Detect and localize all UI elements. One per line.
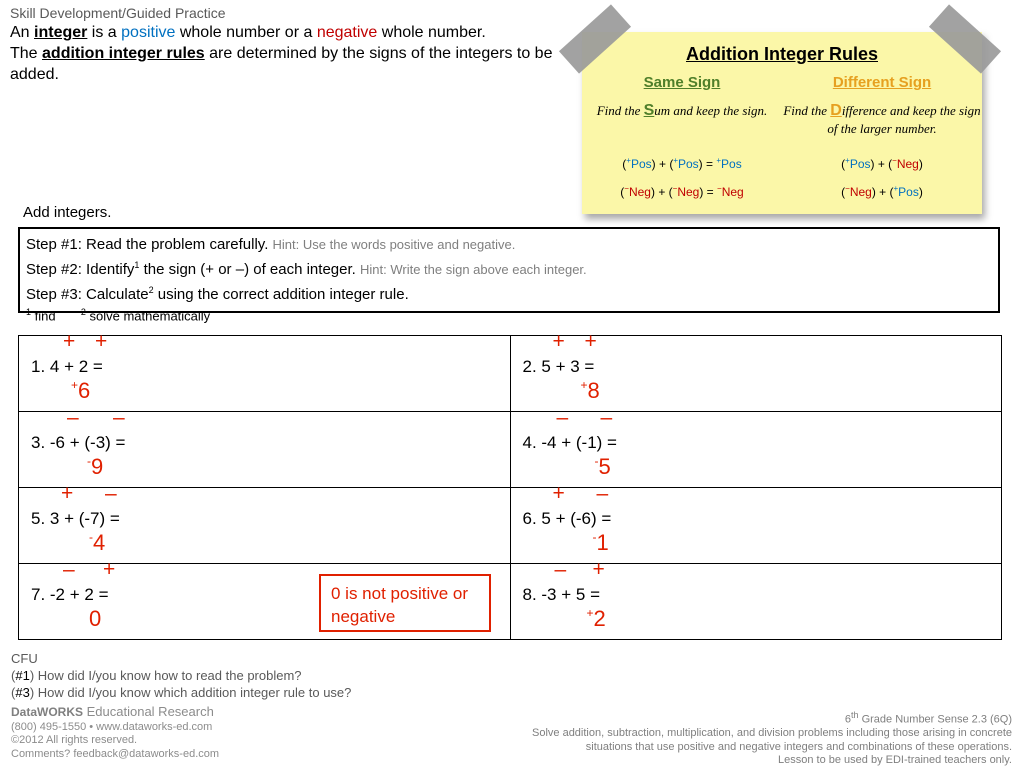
sign-mark: +	[592, 558, 605, 581]
sign-superscript: +	[626, 156, 631, 165]
answer-value: 6	[78, 378, 91, 403]
problem-text: 7. -2 + 2 =	[31, 585, 109, 604]
term-positive: positive	[121, 24, 176, 41]
cfu-question-1: (#1) How did I/you know how to read the problem?	[11, 668, 302, 683]
sign-mark: +	[103, 558, 116, 581]
expr-operator: ) =	[698, 157, 717, 171]
answer	[89, 606, 101, 632]
answer	[593, 530, 609, 556]
answer-sign: -	[592, 530, 597, 544]
sign-superscript: +	[893, 184, 899, 193]
problem-cell	[510, 330, 1002, 412]
problem-text: 1. 4 + 2 =	[31, 357, 103, 376]
footnote-text: find	[31, 308, 56, 324]
answer-value: 1	[596, 530, 609, 555]
step-text: Step #2: Identify	[26, 261, 135, 278]
intro-text-part: is a	[87, 24, 122, 41]
publisher-phone: (800) 495-1550 • www.dataworks-ed.com	[11, 720, 213, 733]
zero-callout: 0 is not positive or negative	[319, 574, 491, 632]
sign-superscript: −	[845, 184, 850, 193]
answer-value: 4	[93, 530, 106, 555]
grade-suffix: th	[851, 710, 859, 720]
cfu-label: CFU	[11, 651, 38, 666]
note-paper	[582, 32, 982, 214]
footnote-ref: 1	[134, 260, 140, 270]
positive-word: Pos	[898, 185, 919, 199]
answer	[595, 454, 611, 480]
expr-operator: (	[620, 185, 625, 199]
answer-value: 5	[598, 454, 611, 479]
term-negative: negative	[316, 24, 378, 41]
negative-word: Neg	[896, 157, 919, 171]
answer	[71, 378, 90, 404]
problem-text: 3. -6 + (-3) =	[31, 433, 126, 452]
sign-superscript: +	[716, 156, 722, 165]
answer-sign: -	[87, 454, 91, 468]
intro-text-part: The	[10, 45, 43, 62]
same-sign-example-negative	[582, 184, 782, 199]
rules-sticky-note	[560, 10, 1020, 225]
term-addition-integer-rules: addition integer rules	[42, 45, 205, 62]
expr-operator: )	[918, 185, 923, 199]
sign-mark: +	[95, 330, 108, 353]
step-2	[26, 255, 992, 280]
positive-word: Pos	[630, 157, 652, 171]
positive-word: Pos	[849, 157, 871, 171]
cfu-question-3: (#3) How did I/you know which addition integer rule to use?	[11, 685, 352, 700]
problem-cell	[19, 406, 511, 488]
answer-sign: -	[89, 530, 93, 544]
positive-word: Pos	[721, 157, 742, 171]
desc-text: ifference and keep the sign of the larger number.	[827, 103, 981, 136]
same-sign-description	[582, 102, 782, 120]
desc-text: um and keep the sign.	[654, 103, 768, 118]
answer-sign: +	[71, 378, 79, 392]
standard-line: situations that use positive and negative integers and combinations of these operations.	[585, 740, 1012, 753]
note-title: Addition Integer Rules	[685, 44, 878, 64]
sign-superscript: +	[673, 156, 678, 165]
cfu-number: #3	[15, 685, 30, 700]
problems-table	[18, 330, 1002, 640]
different-sign-example-1	[782, 156, 982, 171]
expr-operator: (	[622, 157, 627, 171]
sign-mark: –	[554, 558, 567, 581]
sign-superscript: −	[672, 184, 678, 193]
footnote-ref: 2	[148, 285, 154, 295]
sign-superscript: +	[845, 156, 850, 165]
same-sign-example-positive	[582, 156, 782, 171]
sign-mark: –	[105, 482, 117, 505]
cfu-text: ) How did I/you know how to read the problem?	[29, 668, 302, 683]
answer	[87, 454, 103, 480]
same-sign-heading: Same Sign	[643, 74, 721, 91]
publisher-brand	[11, 705, 219, 721]
problem-cell	[510, 558, 1002, 640]
different-sign-description	[782, 102, 982, 138]
positive-word: Pos	[677, 157, 699, 171]
steps-box	[18, 227, 1000, 324]
negative-word: Neg	[849, 185, 872, 199]
answer-sign: +	[586, 606, 594, 620]
standard-footer	[532, 709, 1012, 768]
skill-title: Skill Development/Guided Practice	[10, 5, 226, 21]
intro-text-part: whole number.	[377, 24, 486, 41]
expr-operator: ) + (	[871, 185, 894, 199]
sign-mark: –	[596, 482, 609, 505]
footnotes	[26, 305, 992, 323]
answer-value: 2	[593, 606, 606, 631]
brand-subtitle: Educational Research	[83, 704, 214, 719]
answer-sign: +	[580, 378, 588, 392]
problem-cell	[19, 482, 511, 564]
add-integers-label: Add integers.	[23, 204, 112, 221]
step-text: the sign (+ or –) of each integer.	[139, 261, 356, 278]
desc-letter-d: D	[830, 102, 842, 119]
sign-superscript: −	[717, 184, 722, 193]
intro-text	[10, 22, 555, 85]
problem-cell	[19, 558, 511, 640]
cfu-text: ) How did I/you know which addition integer rule to use?	[29, 685, 352, 700]
answer-value: 9	[91, 454, 104, 479]
step-1	[26, 235, 992, 255]
desc-text: Find the	[783, 103, 831, 118]
expr-operator: )	[918, 157, 923, 171]
publisher-footer	[11, 705, 219, 761]
expr-operator: (	[841, 157, 846, 171]
sign-superscript: −	[624, 184, 629, 193]
problem-text: 5. 3 + (-7) =	[31, 509, 120, 528]
sign-mark: –	[113, 406, 125, 429]
step-hint: Hint: Use the words positive and negative.	[272, 237, 516, 252]
problem-cell	[19, 330, 511, 412]
grade-text: Grade Number Sense 2.3 (6Q)	[858, 713, 1012, 726]
different-sign-example-2	[782, 184, 982, 199]
sign-mark: –	[63, 558, 75, 581]
negative-word: Neg	[677, 185, 700, 199]
problem-text: 6. 5 + (-6) =	[522, 509, 612, 528]
footnote-text: solve mathematically	[85, 308, 211, 324]
expr-operator: ) =	[699, 185, 718, 199]
expr-operator: (	[841, 185, 846, 199]
publisher-comments: Comments? feedback@dataworks-ed.com	[11, 747, 220, 760]
sign-mark: –	[600, 406, 613, 429]
footnote-num: 1	[26, 307, 32, 317]
problem-cell	[510, 406, 1002, 488]
problem-cell	[510, 482, 1002, 564]
sign-mark: +	[552, 482, 565, 505]
step-text: Step #3: Calculate	[26, 286, 149, 303]
answer-sign: -	[594, 454, 599, 468]
grade-num: 6	[844, 713, 852, 726]
problem-text: 2. 5 + 3 =	[522, 357, 595, 376]
term-integer: integer	[34, 24, 88, 41]
answer	[89, 530, 105, 556]
answer	[581, 378, 600, 404]
sign-mark: +	[63, 330, 76, 353]
cfu-section	[11, 650, 351, 701]
standard-grade	[532, 709, 1012, 727]
intro-text-part: whole number or a	[175, 24, 317, 41]
expr-operator: ) + (	[650, 185, 673, 199]
sign-mark: –	[556, 406, 569, 429]
sign-mark: –	[67, 406, 79, 429]
intro-text-part: An	[10, 24, 35, 41]
problem-text: 8. -3 + 5 =	[522, 585, 600, 604]
sign-mark: +	[61, 482, 74, 505]
expr-operator: ) + (	[870, 157, 893, 171]
expr-operator: ) + (	[651, 157, 674, 171]
publisher-copyright: ©2012 All rights reserved.	[11, 734, 138, 746]
negative-word: Neg	[721, 185, 744, 199]
different-sign-heading: Different Sign	[832, 74, 932, 91]
step-text: using the correct addition integer rule.	[153, 286, 409, 303]
sign-superscript: −	[892, 156, 897, 165]
answer-value: 0	[89, 606, 102, 631]
problem-text: 4. -4 + (-1) =	[522, 433, 617, 452]
brand-name: DataWORKS	[11, 705, 84, 719]
standard-line: Lesson to be used by EDI-trained teachers only.	[778, 754, 1012, 767]
step-3	[26, 280, 992, 305]
step-hint: Hint: Write the sign above each integer.	[359, 262, 587, 277]
negative-word: Neg	[628, 185, 651, 199]
desc-text: Find the	[596, 103, 644, 118]
sign-mark: +	[584, 330, 597, 353]
sign-mark: +	[552, 330, 565, 353]
step-text: Step #1: Read the problem carefully.	[26, 236, 269, 253]
standard-line: Solve addition, subtraction, multiplication, and division problems including those arising in concrete	[532, 727, 1012, 740]
footnote-num: 2	[80, 307, 86, 317]
answer-value: 8	[587, 378, 600, 403]
cfu-number: #1	[15, 668, 30, 683]
answer	[587, 606, 606, 632]
desc-letter-s: S	[643, 102, 655, 119]
intro-text-part: are determined by the signs of the integers to be added.	[10, 45, 553, 83]
